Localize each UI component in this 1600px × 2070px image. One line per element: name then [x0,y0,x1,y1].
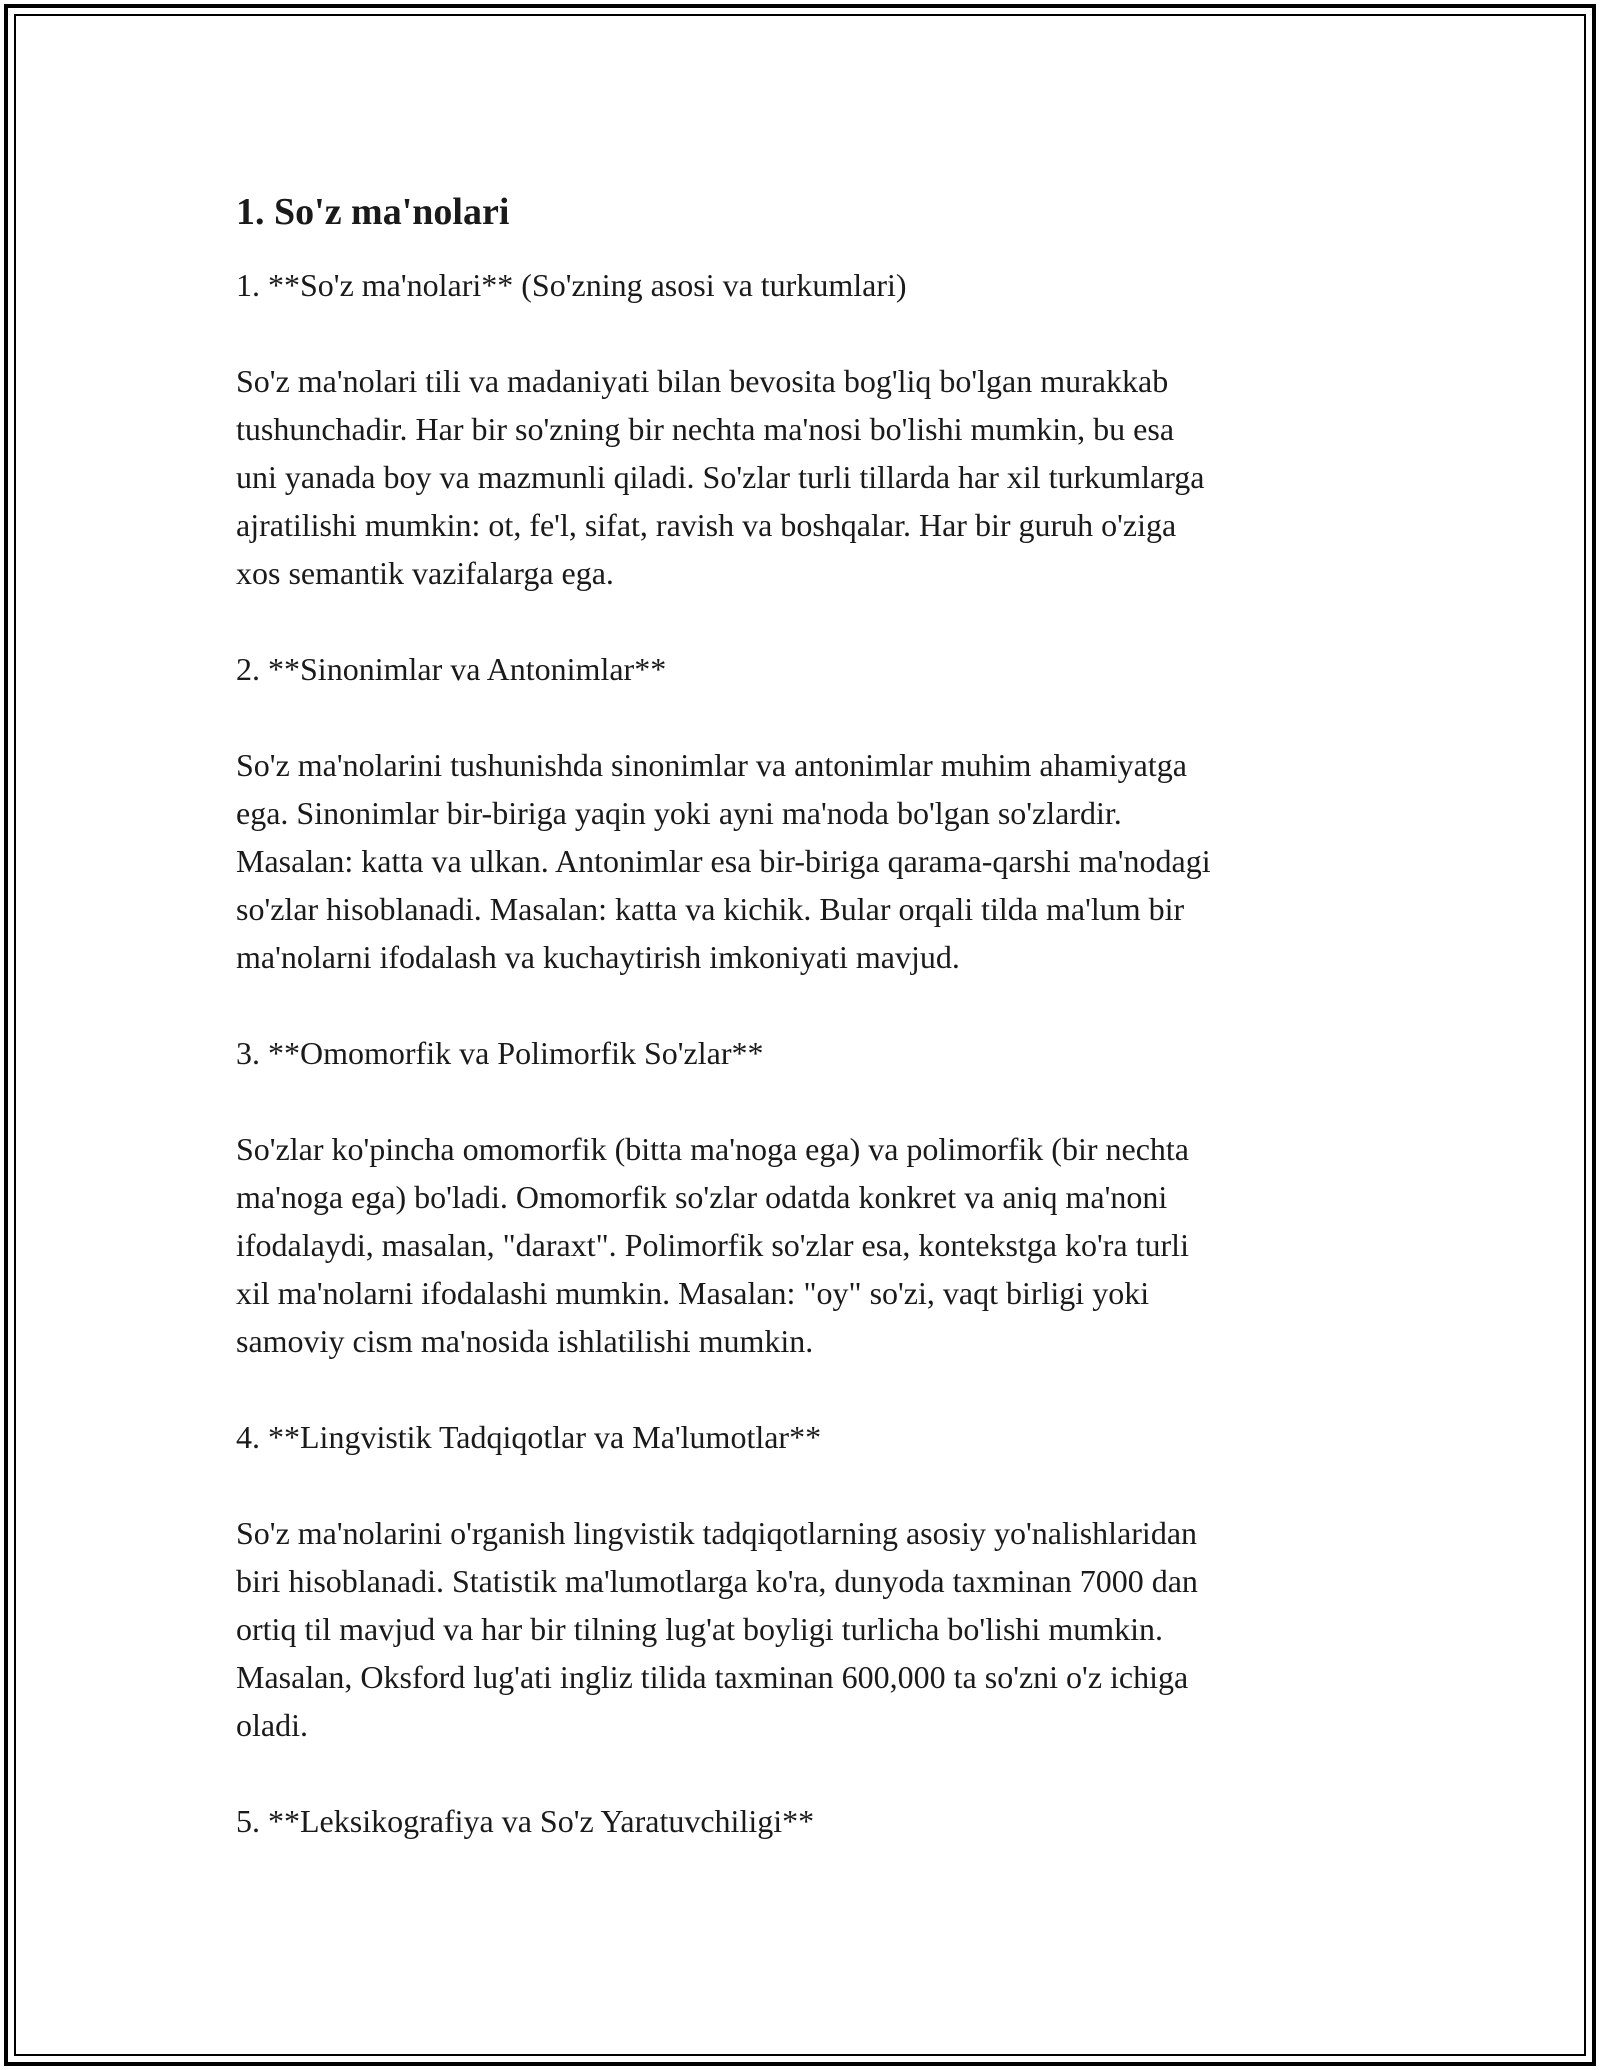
section-paragraph [236,1125,1366,1365]
paragraph-line: biri hisoblanadi. Statistik ma'lumotlarga ko'ra, dunyoda taxminan 7000 dan [236,1563,1198,1599]
paragraph-line: So'z ma'nolari tili va madaniyati bilan bevosita bog'liq bo'lgan murakkab [236,363,1169,399]
paragraph-line: oladi. [236,1707,308,1743]
section-heading: 4. **Lingvistik Tadqiqotlar va Ma'lumotlar** [236,1419,822,1455]
spacer [236,1077,1366,1125]
document-body [236,186,1366,1845]
paragraph-line: xos semantik vazifalarga ega. [236,555,614,591]
paragraph-line: tushunchadir. Har bir so'zning bir nechta ma'nosi bo'lishi mumkin, bu esa [236,411,1175,447]
paragraph-line: ega. Sinonimlar bir-biriga yaqin yoki ayni ma'noda bo'lgan so'zlardir. [236,795,1122,831]
paragraph-line: So'zlar ko'pincha omomorfik (bitta ma'noga ega) va polimorfik (bir nechta [236,1131,1189,1167]
section-paragraph [236,1509,1366,1749]
section-heading: 1. **So'z ma'nolari** (So'zning asosi va turkumlari) [236,267,907,303]
paragraph-line: ma'nolarni ifodalash va kuchaytirish imkoniyati mavjud. [236,939,960,975]
paragraph-line: So'z ma'nolarini o'rganish lingvistik tadqiqotlarning asosiy yo'nalishlaridan [236,1515,1198,1551]
paragraph-line: uni yanada boy va mazmunli qiladi. So'zlar turli tillarda har xil turkumlarga [236,459,1205,495]
section-paragraph [236,357,1366,597]
section-paragraph [236,741,1366,981]
section-heading: 2. **Sinonimlar va Antonimlar** [236,651,667,687]
section-heading: 3. **Omomorfik va Polimorfik So'zlar** [236,1035,764,1071]
spacer [236,693,1366,741]
paragraph-line: so'zlar hisoblanadi. Masalan: katta va kichik. Bular orqali tilda ma'lum bir [236,891,1185,927]
page-title: 1. So'z ma'nolari [236,191,510,233]
paragraph-line: xil ma'nolarni ifodalashi mumkin. Masalan: "oy" so'zi, vaqt birligi yoki [236,1275,1150,1311]
paragraph-line: Masalan, Oksford lug'ati ingliz tilida taxminan 600,000 ta so'zni o'z ichiga [236,1659,1189,1695]
paragraph-line: So'z ma'nolarini tushunishda sinonimlar va antonimlar muhim ahamiyatga [236,747,1187,783]
paragraph-line: Masalan: katta va ulkan. Antonimlar esa bir-biriga qarama-qarshi ma'nodagi [236,843,1211,879]
section-heading: 5. **Leksikografiya va So'z Yaratuvchiligi** [236,1803,815,1839]
paragraph-line: ajratilishi mumkin: ot, fe'l, sifat, ravish va boshqalar. Har bir guruh o'ziga [236,507,1177,543]
paragraph-line: ifodalaydi, masalan, "daraxt". Polimorfik so'zlar esa, kontekstga ko'ra turli [236,1227,1189,1263]
paragraph-line: ma'noga ega) bo'ladi. Omomorfik so'zlar odatda konkret va aniq ma'noni [236,1179,1168,1215]
paragraph-line: samoviy cism ma'nosida ishlatilishi mumkin. [236,1323,814,1359]
spacer [236,597,1366,645]
spacer [236,981,1366,1029]
spacer [236,1749,1366,1797]
spacer [236,1365,1366,1413]
spacer [236,1461,1366,1509]
spacer [236,309,1366,357]
paragraph-line: ortiq til mavjud va har bir tilning lug'at boyligi turlicha bo'lishi mumkin. [236,1611,1163,1647]
